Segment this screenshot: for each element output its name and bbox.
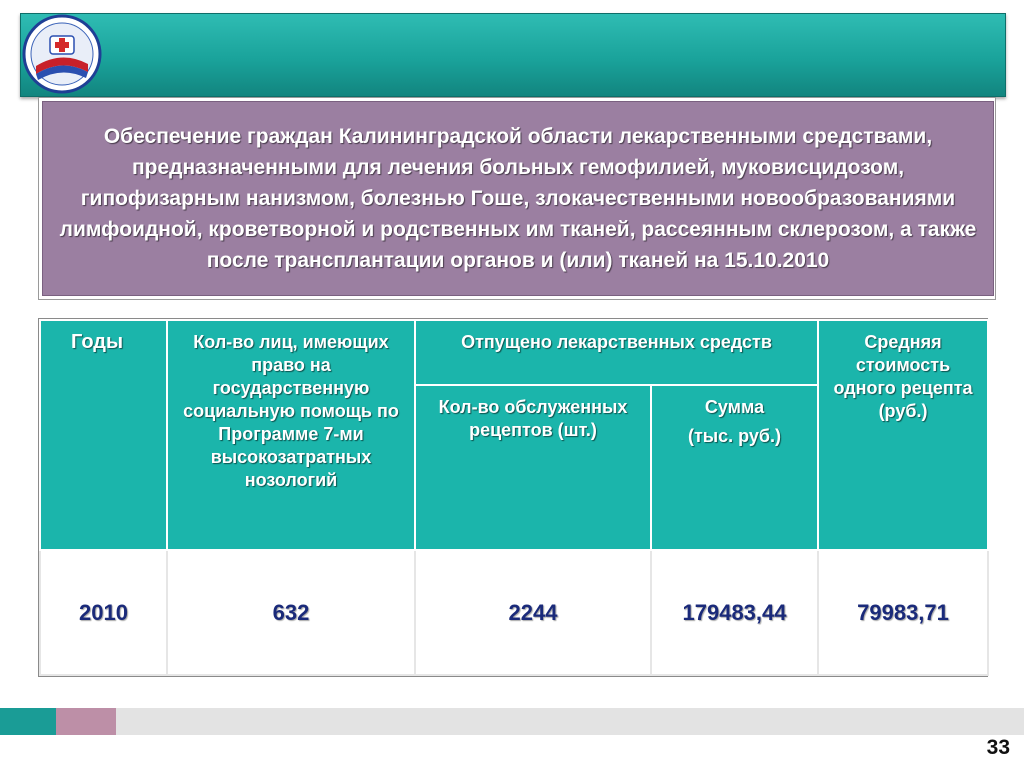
page-number: 33 <box>986 736 1010 759</box>
header-sum-line1: Сумма <box>704 397 765 417</box>
table-row <box>40 550 988 675</box>
header-persons: Кол-во лиц, имеющих право на государственную социальную помощь по Программе 7-ми высокозатратных нозологий <box>167 320 415 550</box>
cell-avg-cost: 79983,71 <box>818 550 988 675</box>
title-box <box>42 101 994 296</box>
header-sum-line2: (тыс. руб.) <box>687 426 782 446</box>
header-avg-cost: Средняя стоимость одного рецепта (руб.) <box>818 320 988 550</box>
logo-icon <box>22 14 102 94</box>
cell-prescriptions: 2244 <box>415 550 651 675</box>
data-table <box>38 318 988 677</box>
cell-year: 2010 <box>40 550 167 675</box>
header-sum <box>651 385 818 550</box>
footer-bar-teal <box>0 708 56 735</box>
slide-title: Обеспечение граждан Калининградской области лекарственными средствами, предназначенными для лечения больных гемофилией, муковисцидозом, гипофизарным нанизмом, болезнью Гоше, злокачественными новообразованиями лимфоидной, кроветворной и родственных им тканей, рассеянным склерозом, а также после трансплантации органов и (или) тканей на 15.10.2010 <box>59 125 977 272</box>
cell-sum: 179483,44 <box>651 550 818 675</box>
header-years: Годы <box>40 320 167 550</box>
header-dispensed: Отпущено лекарственных средств <box>415 320 818 385</box>
header-prescriptions: Кол-во обслуженных рецептов (шт.) <box>415 385 651 550</box>
footer-bar-mauve <box>56 708 116 735</box>
header-banner <box>20 13 1006 97</box>
cell-persons: 632 <box>167 550 415 675</box>
footer-bar-grey <box>116 708 1024 735</box>
